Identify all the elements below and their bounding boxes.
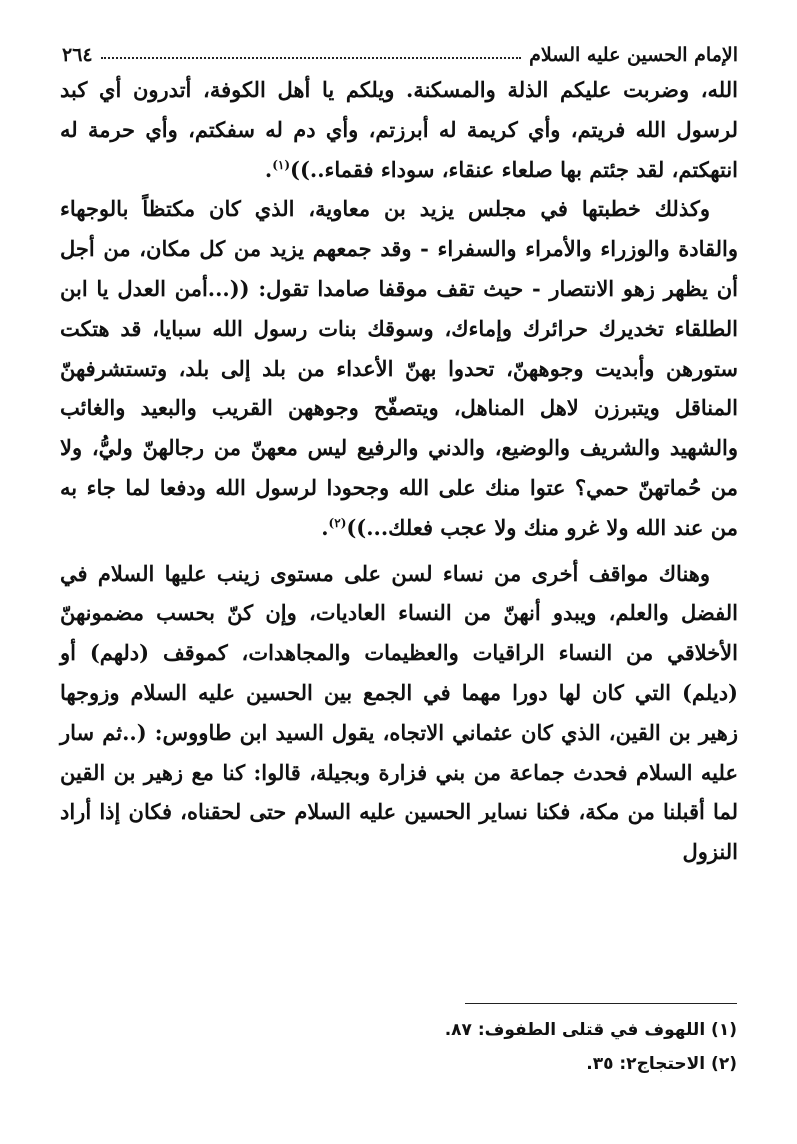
body-text bbox=[60, 70, 738, 872]
paragraph-3-text: وهناك مواقف أخرى من نساء لسن على مستوى زينب عليها السلام في الفضل والعلم، ويبدو أنهنّ من النساء العاديات، وإن كنّ بحسب مضمونهنّ الأخلاقي من النساء الراقيات والعظيمات والمجاهدات، كموقف (دلهم) أو (ديلم) التي كان لها دورا مهما في الجمع بين الحسين عليه السلام وزوجها زهير بن القين، الذي كان عثماني الاتجاه، يقول السيد ابن طاووس: (..ثم سار عليه السلام فحدث جماعة من بني فزارة وبجيلة، قالوا: كنا مع زهير بن القين لما أقبلنا من مكة، فكنا نساير الحسين عليه السلام حتى لحقناه، فكان إذا أراد النزول bbox=[60, 560, 738, 865]
running-header bbox=[62, 32, 738, 66]
footnote-1: (١) اللهوف في قتلى الطفوف: ٨٧. bbox=[444, 1020, 737, 1040]
paragraph-2: وكذلك خطبتها في مجلس يزيد بن معاوية، الذي كان مكتظاً بالوجهاء والقادة والوزراء والأمراء والسفراء - وقد جمعهم يزيد من كل مكان، من أجل أن يظهر زهو الانتصار - حيث تقف موقفا صامدا تقول: ((...أمن العدل يا ابن الطلقاء تخديرك حرائرك وإماءك، وسوقك بنات رسول الله سبايا، قد هتكت ستورهن وأبديت وجوههنّ، تحدوا بهنّ الأعداء من بلد إلى بلد، وتستشرفهنّ المناقل ويتبرزن لاهل المناهل، ويتصفّح وجوههن القريب والبعيد والغائب والشهيد والشريف والوضيع، والدني والرفيع ليس معهنّ من رجالهنّ وليُّ، ولا من حُماتهنّ حمي؟ عتوا منك على الله وجحودا لرسول الله ودفعا لما جاء به من عند الله ولا غرو منك ولا عجب فعلك...))$^{(٢)}$. bbox=[60, 196, 738, 540]
paragraph-1-line-3: حرمة له انتهكتم، لقد جئتم بها صلعاء عنقاء، سوداء فقماء..)) bbox=[60, 116, 738, 182]
footnotes bbox=[300, 1013, 737, 1081]
header-dot-leader bbox=[101, 57, 522, 59]
paragraph-2-text: وكذلك خطبتها في مجلس يزيد بن معاوية، الذي كان مكتظاً بالوجهاء والقادة والوزراء والأمراء والسفراء - وقد جمعهم يزيد من كل مكان، من أجل أن يظهر زهو الانتصار - حيث تقف موقفا صامدا تقول: ((...أمن العدل يا ابن الطلقاء تخديرك حرائرك وإماءك، وسوقك بنات رسول الله سبايا، قد هتكت ستورهن وأبديت وجوههنّ، تحدوا بهنّ الأعداء من بلد إلى بلد، وتستشرفهنّ المناقل ويتبرزن لاهل المناهل، ويتصفّح وجوههن القريب والبعيد والغائب والشهيد والشريف والوضيع، والدني والرفيع ليس معهنّ من رجالهنّ وليُّ، ولا من حُماتهنّ حمي؟ عتوا منك على الله وجحودا لرسول الله ودفعا لما جاء به من عند الله ولا غرو منك ولا عجب فعلك...)) bbox=[60, 196, 738, 540]
footnote-ref-1: (١) bbox=[272, 157, 291, 172]
header-title: الإمام الحسين عليه السلام bbox=[529, 44, 738, 66]
footnote-ref-2: (٢) bbox=[328, 515, 347, 530]
page-number: ٢٦٤ bbox=[62, 44, 93, 66]
paragraph-3 bbox=[60, 554, 738, 872]
paragraph-1-line-1: الله، وضربت عليكم الذلة والمسكنة. ويلكم يا أهل الكوفة، أتدرون أي bbox=[99, 77, 738, 102]
footnote-2: (٢) الاحتجاج٢: ٣٥. bbox=[586, 1054, 737, 1074]
footnote-separator bbox=[465, 1003, 737, 1004]
paragraph-1: الله، وضربت عليكم الذلة والمسكنة. ويلكم يا أهل الكوفة، أتدرون أي كبد لرسول الله فريتم، وأي كريمة له أبرزتم، وأي دم له سفكتم، وأي حرمة له انتهكتم، لقد جئتم بها صلعاء عنقاء، سوداء فقماء..))$^{(١)}$. bbox=[60, 77, 739, 182]
paragraph-1-line-2: كبد لرسول الله فريتم، وأي كريمة له أبرزتم، وأي دم له سفكتم، وأي bbox=[60, 77, 739, 142]
